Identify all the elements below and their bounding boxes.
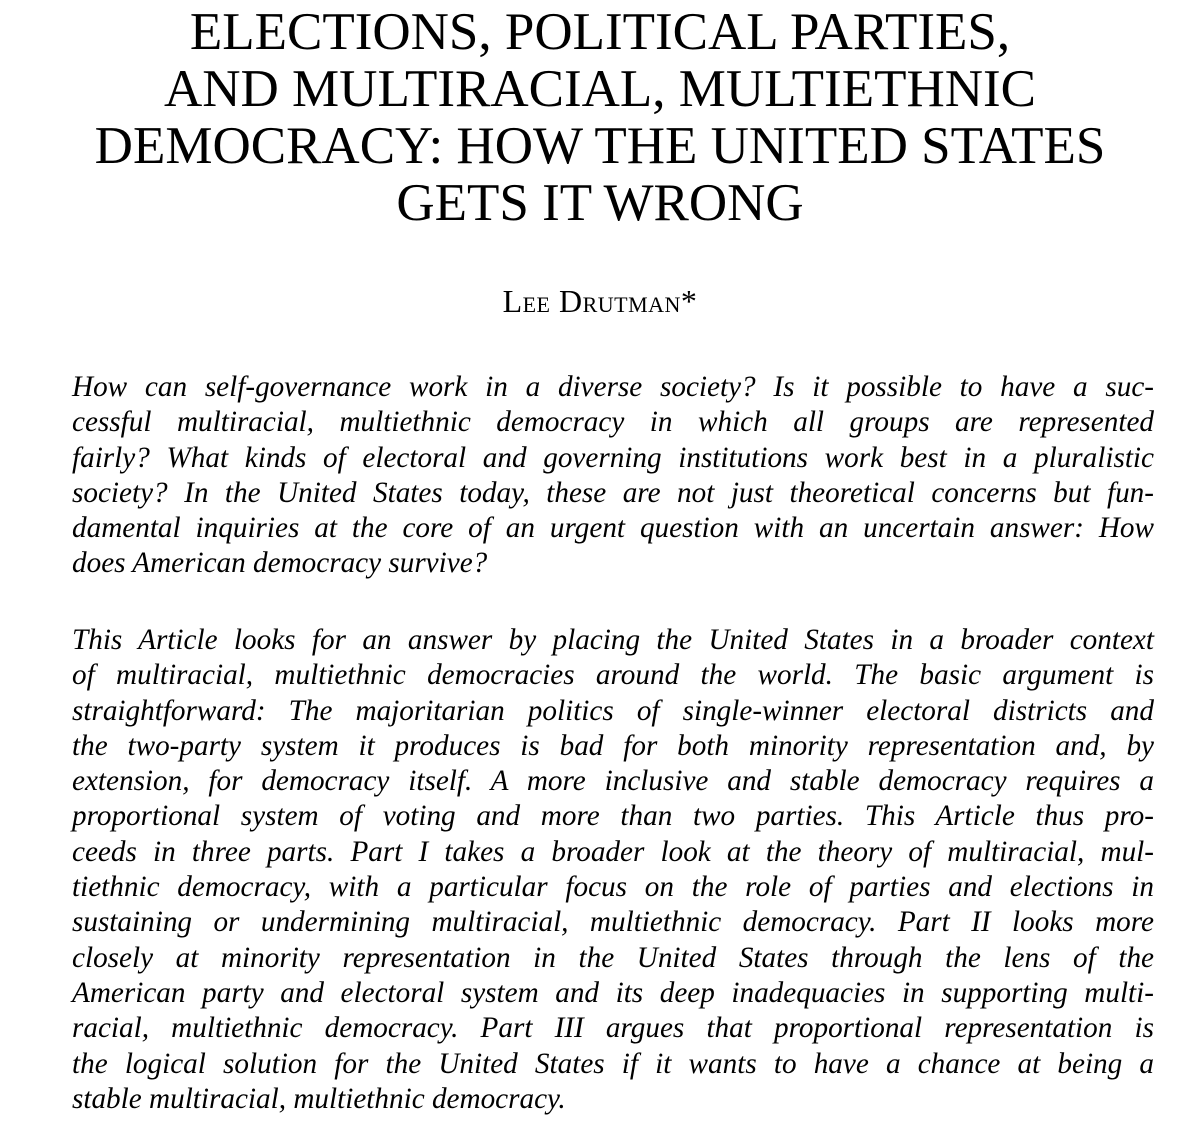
abstract-line: straightforward: The majoritarian politics of single-winner electoral districts and (72, 694, 1154, 727)
title-line: DEMOCRACY: HOW THE UNITED STATES (94, 117, 1106, 175)
abstract-line: the logical solution for the United States if it wants to have a chance at being a (72, 1047, 1154, 1080)
abstract-line: damental inquiries at the core of an urgent question with an uncertain answer: How (72, 512, 1154, 545)
abstract-line: society? In the United States today, these are not just theoretical concerns but fun- (72, 476, 1154, 509)
article-title (20, 4, 1180, 232)
abstract-line: fairly? What kinds of electoral and governing institutions work best in a pluralistic (72, 441, 1154, 474)
abstract-line: does American democracy survive? (72, 547, 488, 580)
abstract-line: of multiracial, multiethnic democracies around the world. The basic argument is (72, 659, 1154, 692)
abstract-line: proportional system of voting and more than two parties. This Article thus pro- (72, 800, 1154, 833)
abstract-paragraph-1 (72, 370, 1154, 582)
abstract-line: stable multiracial, multiethnic democracy. (72, 1082, 566, 1115)
abstract-line: ceeds in three parts. Part I takes a broader look at the theory of multiracial, mul- (72, 835, 1154, 868)
abstract-paragraph-2 (72, 623, 1154, 1117)
abstract-line: How can self-governance work in a diverse society? Is it possible to have a suc- (72, 371, 1154, 403)
abstract-line: racial, multiethnic democracy. Part III argues that proportional representation is (72, 1012, 1154, 1045)
abstract-line: sustaining or undermining multiracial, multiethnic democracy. Part II looks more (72, 906, 1154, 939)
title-line: ELECTIONS, POLITICAL PARTIES, (189, 3, 1011, 61)
abstract-line: cessful multiracial, multiethnic democracy in which all groups are represented (72, 406, 1154, 439)
abstract-line: This Article looks for an answer by placing the United States in a broader context (72, 624, 1154, 656)
author-name: Lee Drutman* (502, 283, 698, 319)
abstract-line: closely at minority representation in the United States through the lens of the (72, 941, 1154, 974)
abstract-line: extension, for democracy itself. A more inclusive and stable democracy requires a (72, 765, 1154, 798)
abstract-line: American party and electoral system and its deep inadequacies in supporting multi- (72, 976, 1154, 1009)
abstract-line: tiethnic democracy, with a particular focus on the role of parties and elections in (72, 871, 1154, 904)
title-line: AND MULTIRACIAL, MULTIETHNIC (163, 60, 1036, 118)
abstract-line: the two-party system it produces is bad for both minority representation and, by (72, 729, 1154, 762)
title-line: GETS IT WRONG (396, 174, 804, 232)
